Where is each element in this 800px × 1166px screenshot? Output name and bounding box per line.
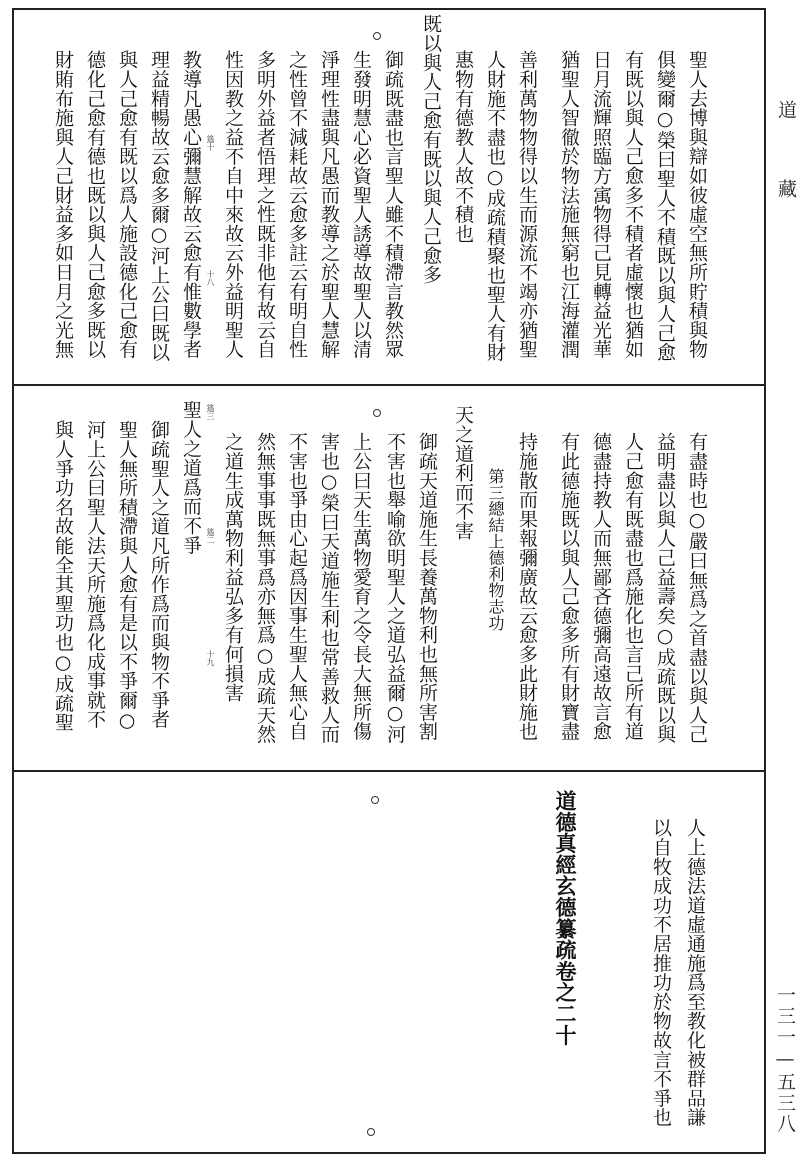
text-column: 德化己愈有德也既以與人己愈多既以 xyxy=(84,50,106,359)
text-column: 德盡持教人而無鄙吝德彌高遠故言愈 xyxy=(590,432,612,741)
text-column: 上公曰天生萬物愛育之令長大無所傷 xyxy=(350,432,372,741)
text-column: 河上公曰聖人法天所施爲化成事就不 xyxy=(84,420,106,729)
text-column: 猶聖人智徹於物法施無窮也江海灌潤 xyxy=(558,50,580,359)
marginal-note: 簉二 xyxy=(206,528,215,544)
text-column: 不害也爭由心起爲因事生聖人無心自 xyxy=(286,432,308,741)
text-column: 教導凡愚心彌慧解故云愈有惟數學者 xyxy=(180,50,202,359)
text-column: 持施散而果報彌廣故云愈多此財施也 xyxy=(516,432,538,741)
text-column: 益明盡以與人己益壽矣○成疏既以與 xyxy=(654,432,676,744)
text-column: 御疏聖人之道凡所作爲而與物不爭者 xyxy=(148,420,170,729)
marginal-note: 十八 xyxy=(206,270,215,286)
block-divider-2 xyxy=(12,770,766,772)
volume-end-title: 道德真經玄德纂疏卷之二十 xyxy=(553,790,578,1046)
separator-circle xyxy=(371,796,379,804)
text-column: 聖人去博與辯如彼虛空無所貯積與物 xyxy=(686,50,708,359)
text-column: 有此德施既以與人己愈多所有財寶盡 xyxy=(558,432,580,741)
text-column: 以自牧成功不居推功於物故言不爭也 xyxy=(650,818,672,1127)
text-column: 惠物有德教人故不積也 xyxy=(452,50,474,243)
text-column: 不害也舉喻欲明聖人之道弘益爾○河 xyxy=(384,432,406,744)
text-column: 之道生成萬物利益弘多有何損害 xyxy=(222,432,244,703)
block-divider-1 xyxy=(12,384,766,386)
text-column: 害也○榮曰天道施生利也常善救人而 xyxy=(318,432,340,744)
text-column: 與人爭功名故能全其聖功也○成疏聖 xyxy=(52,420,74,732)
heading-column: 天之道利而不害 xyxy=(452,405,474,541)
text-column: 人財施不盡也○成疏積聚也聖人有財 xyxy=(484,50,506,362)
text-column: 有盡時也○嚴曰無爲之首盡以與人己 xyxy=(686,432,708,744)
margin-title: 道藏 xyxy=(775,100,797,258)
separator-circle xyxy=(373,32,381,40)
text-column: 有既以與人己愈多不積者虛懷也猶如 xyxy=(622,50,644,359)
text-column: 淨理性盡與凡愚而教導之於聖人慧解 xyxy=(318,50,340,359)
text-column: 御疏天道施生長養萬物利也無所害割 xyxy=(416,432,438,741)
heading-column: 既以與人己愈有既以與人己愈多 xyxy=(420,14,442,285)
text-column: 人上德法道虛通施爲至教化被群品謙 xyxy=(684,818,706,1127)
text-column: 然無事事既無事爲亦無爲○成疏天然 xyxy=(254,432,276,744)
text-column: 聖人無所積滯與人愈有是以不爭爾○ xyxy=(116,420,138,732)
text-column: 御疏既盡也言聖人雖不積滯言教然眾 xyxy=(382,50,404,359)
text-column: 性因教之益不自中來故云外益明聖人 xyxy=(222,50,244,359)
marginal-note: 簉十 xyxy=(206,135,215,151)
margin-page-number: 一三一—五三八 xyxy=(774,985,796,1135)
text-column: 善利萬物物得以生而源流不竭亦猶聖 xyxy=(516,50,538,359)
separator-circle xyxy=(367,1128,375,1136)
heading-column: 聖人之道爲而不爭 xyxy=(180,400,202,555)
text-column: 生發明慧心必資聖人誘導故聖人以清 xyxy=(350,50,372,359)
text-column: 多明外益者悟理之性既非他有故云自 xyxy=(254,50,276,359)
text-column: 人己愈有既盡也爲施化也言己所有道 xyxy=(622,432,644,741)
separator-circle xyxy=(373,409,381,417)
section-heading-column: 第三總結上德利物志功 xyxy=(486,468,505,631)
marginal-note: 十九 xyxy=(206,650,215,666)
text-column: 日月流輝照臨方㝢物得己見轉益光華 xyxy=(590,50,612,359)
marginal-note: 簉三 xyxy=(206,404,215,420)
text-column: 與人己愈有既以爲人施設德化己愈有 xyxy=(116,50,138,359)
text-column: 理益精暢故云愈多爾○河上公曰既以 xyxy=(148,50,170,362)
text-column: 俱變爾○榮曰聖人不積既以與人己愈 xyxy=(654,50,676,362)
text-column: 之性曾不減耗故云愈多註云有明自性 xyxy=(286,50,308,359)
text-column: 財賄布施與人己財益多如日月之光無 xyxy=(52,50,74,359)
